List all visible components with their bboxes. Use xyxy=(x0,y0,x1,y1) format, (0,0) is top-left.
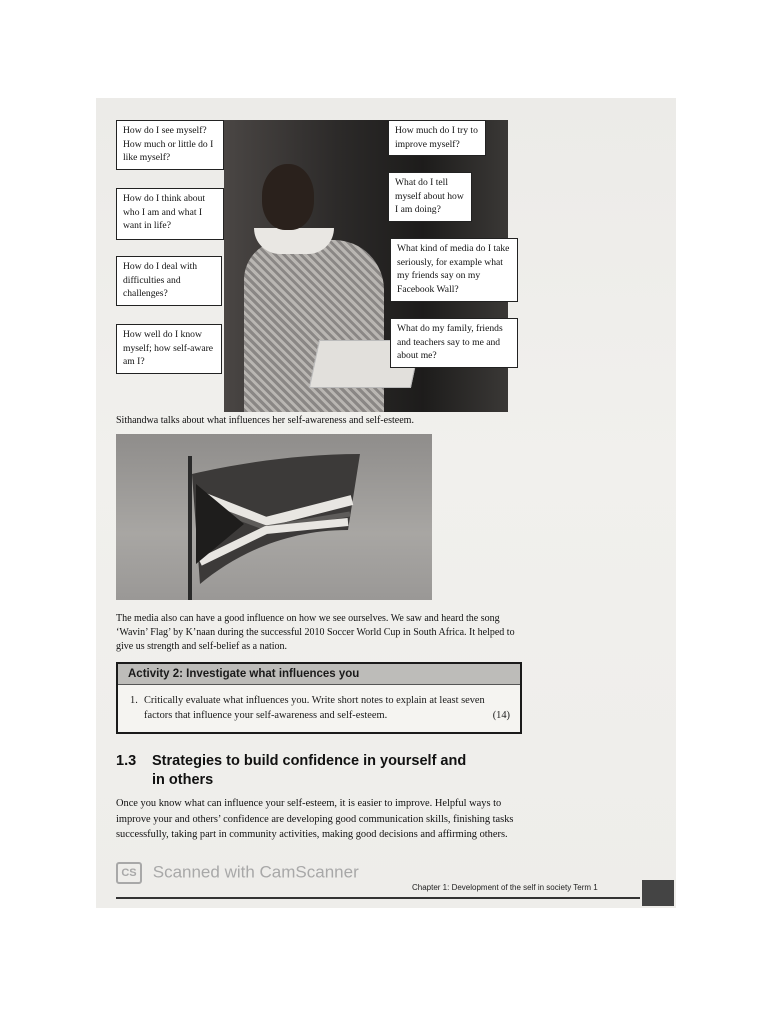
student-face xyxy=(262,164,314,230)
question-box-see-myself: How do I see myself? How much or little do I like myself? xyxy=(116,120,224,170)
question-box-improve: How much do I try to improve myself? xyxy=(388,120,486,156)
activity-box xyxy=(116,662,522,734)
question-box-difficulties: How do I deal with difficulties and challenges? xyxy=(116,256,222,306)
section-number: 1.3 xyxy=(116,753,137,769)
photo-with-questions xyxy=(116,116,518,412)
footer-rule xyxy=(116,897,640,899)
watermark-text: Scanned with CamScanner xyxy=(152,862,359,882)
camscanner-logo-icon: CS xyxy=(116,862,142,884)
photo-caption: Sithandwa talks about what influences her self-awareness and self-esteem. xyxy=(116,415,414,426)
activity-marks: (14) xyxy=(492,710,510,721)
chapter-footer: Chapter 1: Development of the self in society Term 1 xyxy=(412,883,598,892)
south-african-flag-icon xyxy=(116,434,432,600)
question-box-self-aware: How well do I know myself; how self-aware am I? xyxy=(116,324,222,374)
question-box-family-friends: What do my family, friends and teachers say to me and about me? xyxy=(390,318,518,368)
activity-item-text: Critically evaluate what influences you. Write short notes to explain at least seven factors that influence your self-awareness and self-esteem. xyxy=(144,695,485,721)
question-box-tell-myself: What do I tell myself about how I am doing? xyxy=(388,172,472,222)
flag-photo xyxy=(116,434,432,600)
activity-title: Activity 2: Investigate what influences you xyxy=(118,664,520,685)
activity-item xyxy=(118,685,520,723)
section-body: Once you know what can influence your self-esteem, it is easier to improve. Helpful ways to improve your and others’ confidence are developing good communication skills, finishing tasks successfully, taking part in community activities, making good decisions and affirming others. xyxy=(116,798,514,840)
camscanner-watermark xyxy=(116,862,359,884)
page-tab xyxy=(642,880,674,906)
flag-caption: The media also can have a good influence on how we see ourselves. We saw and heard the song ‘Wavin’ Flag’ by K’naan during the successful 2010 Soccer World Cup in South Africa. It helped to give us strength and self-belief as a nation. xyxy=(116,613,515,652)
question-box-think-about: How do I think about who I am and what I want in life? xyxy=(116,188,224,240)
section-title: Strategies to build confidence in yourself and in others xyxy=(152,753,467,788)
activity-item-number: 1. xyxy=(130,695,138,706)
question-box-media: What kind of media do I take seriously, for example what my friends say on my Facebook Wall? xyxy=(390,238,518,302)
